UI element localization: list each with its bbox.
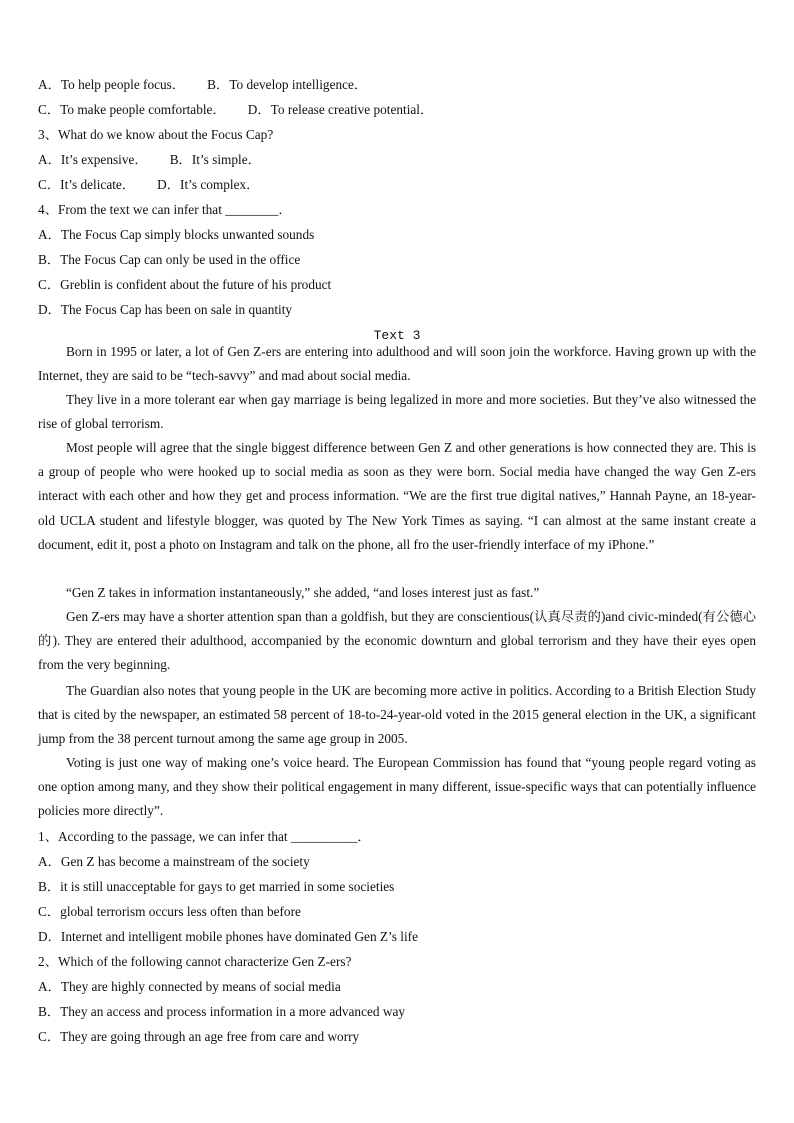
text3-paragraph-2: They live in a more tolerant ear when gay marriage is being legalized in more and more societies. But they’ve also witnessed the rise of global terrorism. bbox=[38, 392, 756, 432]
text3-paragraph-7: Voting is just one way of making one’s voice heard. The European Commission has found that “young people regard voting as one option among many, and they show their political engagement in many different, issue-specific ways that can potentially influence policies more directly”. bbox=[38, 755, 756, 819]
text3-q1-question: 1、According to the passage, we can infer that __________． bbox=[38, 829, 371, 844]
q2-option-b: B．To develop intelligence． bbox=[207, 77, 368, 92]
q2-options-row2 bbox=[38, 102, 433, 118]
q3-option-a: A．It’s expensive． bbox=[38, 152, 148, 167]
text3-q2-question: 2、Which of the following cannot characterize Gen Z-ers? bbox=[38, 954, 352, 969]
q4-option-b: B．The Focus Cap can only be used in the office bbox=[38, 252, 301, 267]
q2-option-d: D．To release creative potential． bbox=[247, 102, 434, 117]
q2-options-row1 bbox=[38, 77, 367, 93]
q3-option-b: B．It’s simple． bbox=[169, 152, 261, 167]
q4-option-a: A．The Focus Cap simply blocks unwanted sounds bbox=[38, 227, 315, 242]
q4-question: 4、From the text we can infer that ________． bbox=[38, 202, 292, 217]
q4-option-c: C．Greblin is confident about the future of his product bbox=[38, 277, 332, 292]
q3-options-row1 bbox=[38, 152, 261, 168]
text3-paragraph-3: Most people will agree that the single biggest difference between Gen Z and other generations is how connected they are. This is a group of people who were hooked up to social media as soon as they were born. Social media have changed the way Gen Z-ers interact with each other and how they get and process information. “We are the first true digital natives,” Hannah Payne, an 18-year-old UCLA student and lifestyle blogger, was quoted by The New York Times as saying. “I can almost at the same instant create a document, edit it, post a photo on Instagram and talk on the phone, all fro the user-friendly interface of my iPhone.” bbox=[38, 440, 756, 552]
q2-option-c: C．To make people comfortable． bbox=[38, 102, 226, 117]
text3-q2-option-c: C．They are going through an age free from care and worry bbox=[38, 1029, 360, 1044]
q2-option-a: A．To help people focus． bbox=[38, 77, 186, 92]
q3-option-c: C．It’s delicate． bbox=[38, 177, 136, 192]
text3-paragraph-6: The Guardian also notes that young people in the UK are becoming more active in politics. According to a British Election Study that is cited by the newspaper, an estimated 58 percent of 18-to-24-year-old voted in the 2015 general election in the UK, a significant jump from the 38 percent turnout among the same age group in 2005. bbox=[38, 683, 756, 747]
text3-q1-option-c: C．global terrorism occurs less often than before bbox=[38, 904, 301, 919]
text3-q1-option-b: B．it is still unacceptable for gays to get married in some societies bbox=[38, 879, 395, 894]
text3-q2-option-a: A．They are highly connected by means of social media bbox=[38, 979, 341, 994]
text3-paragraph-5: Gen Z-ers may have a shorter attention span than a goldfish, but they are conscientious(认真尽责的)and civic-minded(有公德心的). They are entered their adulthood, accompanied by the economic downturn and global terrorism and they have their eyes open from the very beginning. bbox=[38, 609, 756, 673]
text3-q1-option-a: A．Gen Z has become a mainstream of the society bbox=[38, 854, 310, 869]
text3-paragraph-4: “Gen Z takes in information instantaneously,” she added, “and loses interest just as fast.” bbox=[66, 585, 540, 600]
q3-options-row2 bbox=[38, 177, 259, 193]
q3-option-d: D．It’s complex． bbox=[157, 177, 260, 192]
q4-option-d: D．The Focus Cap has been on sale in quantity bbox=[38, 302, 293, 317]
text3-q1-option-d: D．Internet and intelligent mobile phones have dominated Gen Z’s life bbox=[38, 929, 418, 944]
text3-q2-option-b: B．They an access and process information in a more advanced way bbox=[38, 1004, 406, 1019]
text3-paragraph-1: Born in 1995 or later, a lot of Gen Z-ers are entering into adulthood and will soon join the workforce. Having grown up with the Internet, they are said to be “tech-savvy” and mad about social media. bbox=[38, 344, 756, 384]
text3-title: Text 3 bbox=[373, 328, 421, 343]
q3-question: 3、What do we know about the Focus Cap? bbox=[38, 127, 274, 142]
